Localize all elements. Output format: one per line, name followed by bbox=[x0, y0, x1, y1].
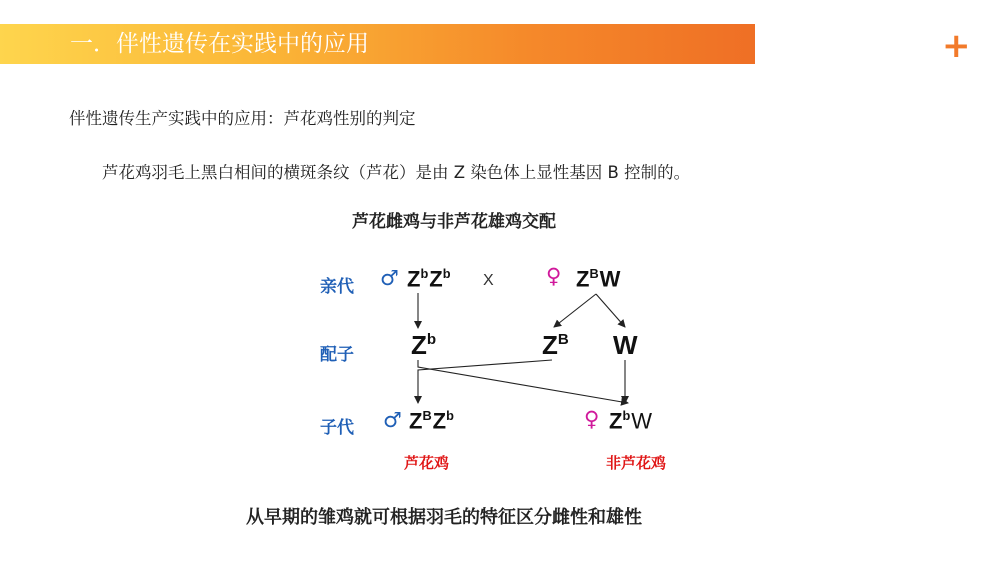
offspring-male-genotype: $Z^BZ^b$ bbox=[409, 408, 454, 434]
arrow-zB-to-male-offspring bbox=[418, 360, 552, 403]
male-icon: ♂ bbox=[383, 408, 402, 432]
label-offspring: 子代 bbox=[320, 418, 354, 438]
page-title: 一．伴性遗传在实践中的应用 bbox=[70, 31, 369, 57]
cross-symbol: X bbox=[483, 272, 494, 289]
parent-male-genotype: $Z^bZ^b$ bbox=[407, 266, 451, 292]
offspring-female-genotype: $Z^bW$ bbox=[609, 408, 653, 434]
arrow-zb-to-female-offspring bbox=[418, 360, 628, 403]
gamete-male-z: $Z^b$ bbox=[411, 330, 437, 360]
intro-line-2: 芦花鸡羽毛上黑白相间的横斑条纹（芦花）是由 Z 染色体上显性基因 B 控制的。 bbox=[102, 163, 691, 182]
intro-line-1: 伴性遗传生产实践中的应用：芦花鸡性别的判定 bbox=[69, 109, 416, 128]
female-icon: ♀ bbox=[584, 407, 600, 431]
female-icon: ♀ bbox=[546, 264, 562, 288]
gamete-female-z: $Z^B$ bbox=[542, 330, 569, 360]
conclusion-text: 从早期的雏鸡就可根据羽毛的特征区分雌性和雄性 bbox=[246, 507, 642, 528]
label-parents: 亲代 bbox=[320, 277, 354, 297]
gamete-female-w: W bbox=[613, 330, 638, 360]
phenotype-non-barred: 非芦花鸡 bbox=[606, 454, 667, 472]
plus-icon: + bbox=[942, 26, 971, 66]
label-gametes: 配子 bbox=[320, 345, 354, 365]
parent-female-genotype: $Z^BW$ bbox=[576, 266, 621, 292]
arrow-female-to-zb bbox=[554, 294, 596, 327]
diagram-title: 芦花雌鸡与非芦花雄鸡交配 bbox=[352, 212, 556, 232]
phenotype-barred: 芦花鸡 bbox=[404, 454, 450, 472]
arrow-female-to-w bbox=[596, 294, 625, 327]
male-icon: ♂ bbox=[380, 266, 399, 290]
